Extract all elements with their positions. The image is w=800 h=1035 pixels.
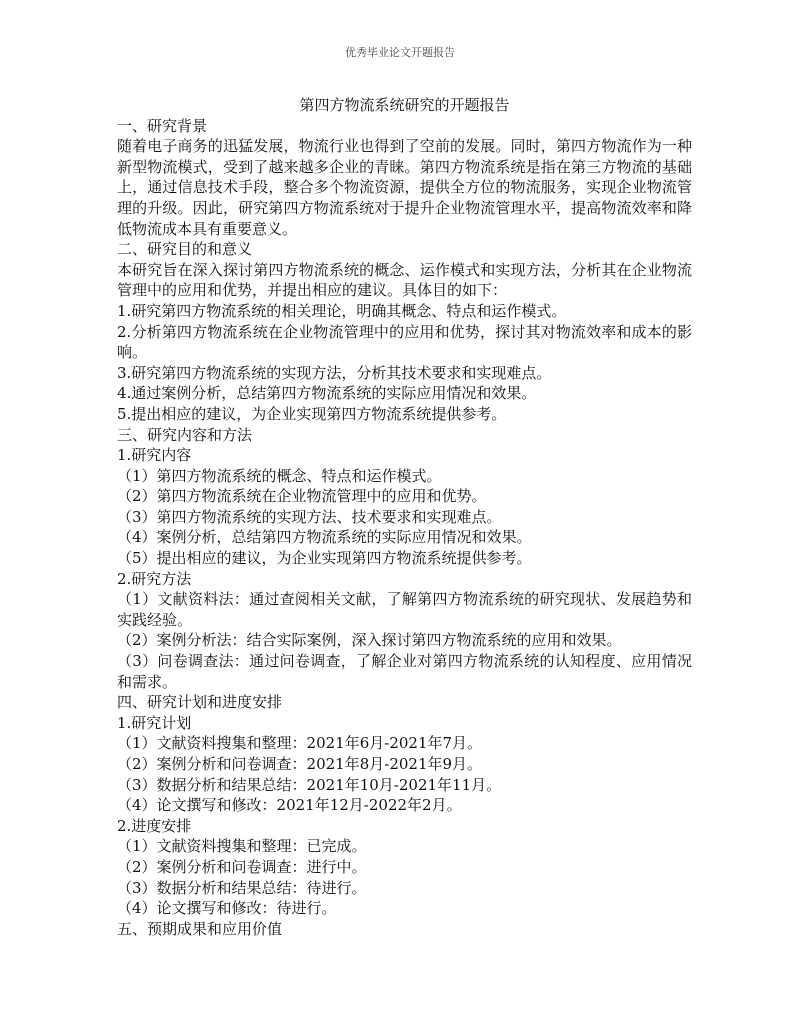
progress-item: （2）案例分析和问卷调查：进行中。	[117, 857, 367, 876]
subheading-progress: 2.进度安排	[117, 816, 192, 835]
plan-item: （2）案例分析和问卷调查：2021年8月-2021年9月。	[117, 755, 483, 773]
purpose-item: 3.研究第四方物流系统的实现方法，分析其技术要求和实现难点。	[117, 363, 552, 382]
section-heading-purpose: 二、研究目的和意义	[117, 240, 253, 259]
section-heading-outcomes: 五、预期成果和应用价值	[117, 919, 283, 938]
plan-item: （4）论文撰写和修改：2021年12月-2022年2月。	[117, 796, 462, 815]
document-title: 第四方物流系统研究的开题报告	[299, 96, 510, 114]
method-item: （1）文献资料法：通过查阅相关文献，了解第四方物流系统的研究现状、发展趋势和实践经验。	[117, 590, 692, 629]
subheading-research-methods: 2.研究方法	[117, 569, 192, 588]
method-item: （2）案例分析法：结合实际案例，深入探讨第四方物流系统的应用和效果。	[117, 631, 622, 650]
subheading-research-content: 1.研究内容	[117, 446, 192, 465]
progress-item: （3）数据分析和结果总结：待进行。	[117, 878, 367, 897]
running-header: 优秀毕业论文开题报告	[345, 46, 455, 59]
section-heading-plan: 四、研究计划和进度安排	[117, 693, 283, 712]
section-heading-background: 一、研究背景	[117, 116, 208, 135]
content-item: （5）提出相应的建议，为企业实现第四方物流系统提供参考。	[117, 549, 532, 568]
document-body	[117, 95, 692, 939]
purpose-item: 1.研究第四方物流系统的相关理论，明确其概念、特点和运作模式。	[117, 301, 567, 320]
plan-item: （3）数据分析和结果总结：2021年10月-2021年11月。	[117, 775, 502, 794]
background-paragraph: 随着电子商务的迅猛发展，物流行业也得到了空前的发展。同时，第四方物流作为一种新型物流模式，受到了越来越多企业的青睐。第四方物流系统是指在第三方物流的基础上，通过信息技术手段，整合多个物流资源，提供全方位的物流服务，实现企业物流管理的升级。因此，研究第四方物流系统对于提升企业物流管理水平，提高物流效率和降低物流成本具有重要意义。	[117, 137, 692, 238]
purpose-item: 2.分析第四方物流系统在企业物流管理中的应用和优势，探讨其对物流效率和成本的影响。	[117, 322, 692, 362]
progress-item: （4）论文撰写和修改：待进行。	[117, 899, 337, 918]
content-item: （4）案例分析，总结第四方物流系统的实际应用情况和效果。	[117, 528, 532, 547]
section-heading-content-methods: 三、研究内容和方法	[117, 425, 253, 444]
content-item: （2）第四方物流系统在企业物流管理中的应用和优势。	[117, 487, 487, 506]
purpose-intro-paragraph: 本研究旨在深入探讨第四方物流系统的概念、运作模式和实现方法，分析其在企业物流管理中的应用和优势，并提出相应的建议。具体目的如下：	[117, 260, 692, 300]
purpose-item: 5.提出相应的建议，为企业实现第四方物流系统提供参考。	[117, 404, 507, 423]
content-item: （3）第四方物流系统的实现方法、技术要求和实现难点。	[117, 507, 502, 526]
content-item: （1）第四方物流系统的概念、特点和运作模式。	[117, 466, 442, 485]
subheading-research-plan: 1.研究计划	[117, 713, 192, 732]
purpose-item: 4.通过案例分析，总结第四方物流系统的实际应用情况和效果。	[117, 384, 537, 403]
plan-item: （1）文献资料搜集和整理：2021年6月-2021年7月。	[117, 734, 483, 753]
method-item: （3）问卷调查法：通过问卷调查，了解企业对第四方物流系统的认知程度、应用情况和需求。	[117, 652, 692, 691]
progress-item: （1）文献资料搜集和整理：已完成。	[117, 837, 367, 856]
